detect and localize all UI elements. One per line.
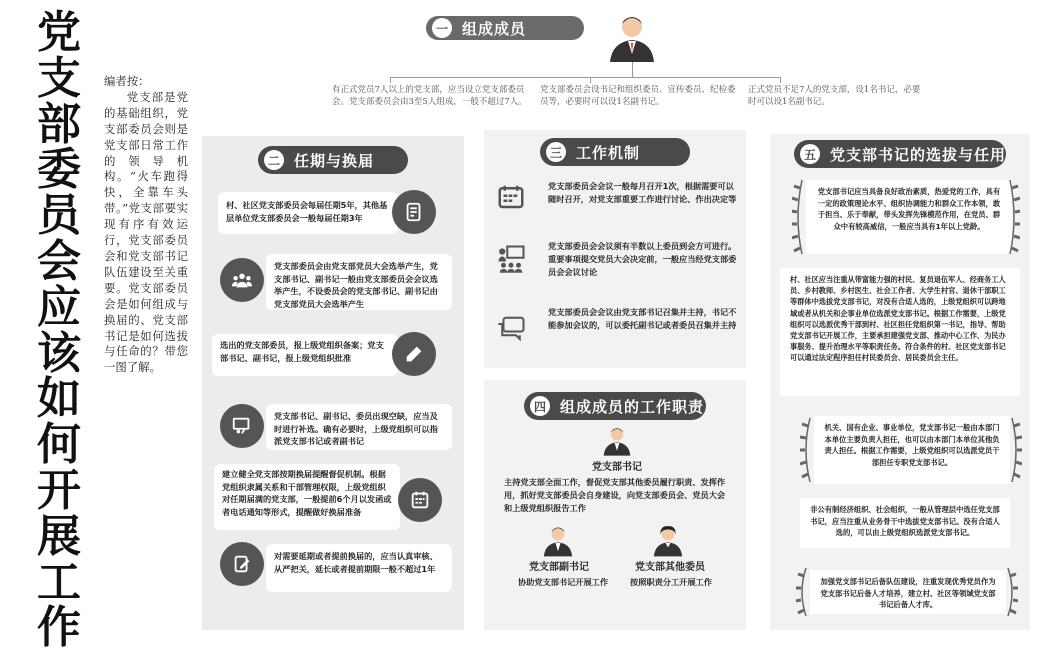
composition-note: 有正式党员7人以上的党支部，应当设立党支部委员会。党支部委员会由3至5人组成，一般不超过7人。 (332, 85, 527, 107)
connector-line (390, 77, 391, 83)
section5-banner (794, 140, 1006, 168)
title-char: 展 (37, 510, 81, 562)
laurel-decoration (796, 566, 808, 618)
deputy-avatar (540, 524, 576, 562)
term-item: 党支部委员会由党支部党员大会选举产生，党支部书记、副书记一般由党支部委员会会议选举产生，不设委员会的党支部书记、副书记由党支部党员大会选举产生 (266, 254, 452, 310)
section1-number: 一 (432, 18, 452, 38)
section3-number: 三 (546, 142, 566, 162)
term-item: 建立健全党支部按期换届提醒督促机制。根据党组织隶属关系和干部管理权限，上级党组织对任期届满的党支部，一般提前6个月以发函或者电话通知等形式，提醒做好换届准备 (214, 464, 400, 530)
title-char: 党 (37, 7, 81, 58)
member-role: 党支部其他委员 (635, 562, 705, 573)
section2-number: 二 (264, 150, 284, 170)
term-item: 选出的党支部委员，报上级党组织备案；党支部书记、副书记，报上级党组织批准 (212, 334, 398, 376)
editor-text: 党支部是党的基础组织，党支部委员会则是党支部日常工作的领导机构。“火车跑得快，全靠车头带。”党支部要实现有序有效运行，党支部委员会和党支部书记队伍建设至关重要。党支部委员会是如何组成与换届的、党支部书记是如何选拔与任命的？带您一图了解。 (104, 89, 188, 375)
title-char: 部 (37, 98, 81, 150)
laurel-decoration (800, 416, 812, 484)
section2-title: 任期与换届 (294, 151, 375, 170)
calendar-icon (496, 182, 526, 212)
presentation-icon (220, 404, 264, 448)
meeting-icon (496, 244, 526, 274)
connector-line (390, 77, 780, 78)
title-char: 会 (37, 235, 81, 287)
title-char: 作 (37, 602, 81, 654)
calendar-icon (398, 478, 442, 522)
title-char: 支 (37, 52, 81, 104)
deputy-role: 党支部副书记 (529, 562, 589, 573)
composition-note: 党支部委员会设书记和组织委员、宣传委员、纪检委员等，必要时可以设1名副书记。 (540, 85, 736, 107)
editor-label: 编者按： (104, 74, 150, 88)
title-char: 委 (37, 144, 81, 196)
secretary-desc: 主持党支部全面工作，督促党支部其他委员履行职责、发挥作用，抓好党支部委员会自身建设，向党支部委员会、党员大会和上级党组织报告工作 (504, 477, 726, 513)
term-item: 村、社区党支部委员会每届任期5年，其他基层单位党支部委员会一般每届任期3年 (218, 192, 398, 234)
selection-item: 机关、国有企业、事业单位，党支部书记一般由本部门本单位主要负责人担任，也可以由本部门本单位其他负责人担任。根据工作需要，上级党组织可以选派党员干部担任专职党支部书记。 (814, 416, 1010, 484)
section1-title: 组成成员 (462, 19, 527, 38)
pen-icon (392, 332, 436, 376)
connector-line (590, 77, 591, 83)
mechanism-item: 党支部委员会会议由党支部书记召集并主持，书记不能参加会议的，可以委托副书记或者委员召集并主持 (548, 307, 737, 330)
title-char: 何 (37, 419, 81, 471)
laurel-decoration (1008, 178, 1020, 256)
section4-banner (524, 392, 706, 420)
connector-line (632, 62, 633, 77)
title-char: 如 (37, 373, 81, 425)
section4-number: 四 (530, 396, 550, 416)
section1-banner (426, 16, 584, 40)
title-char: 该 (37, 327, 81, 379)
chat-icon (496, 314, 526, 344)
secretary-avatar (600, 424, 634, 462)
laurel-decoration (1010, 416, 1022, 484)
title-char: 应 (37, 281, 81, 333)
section5-number: 五 (800, 144, 820, 164)
selection-item: 党支部书记应当具备良好政治素质，热爱党的工作，具有一定的政策理论水平、组织协调能力和群众工作本领，敢于担当、乐于奉献，带头发挥先锋模范作用，在党员、群众中有较高威信，一般应当具有1年以上党龄。 (806, 180, 1012, 254)
laurel-decoration (792, 178, 804, 256)
connector-line (780, 77, 781, 83)
title-char: 工 (37, 556, 81, 608)
secretary-role: 党支部书记 (592, 462, 642, 473)
member-avatar (650, 524, 686, 562)
editor-note (104, 74, 188, 376)
title-char: 员 (37, 190, 81, 242)
selection-item: 加强党支部书记后备队伍建设，注重发现优秀党员作为党支部书记后备人才培养，建立村、社区等领域党支部书记后备人才库。 (810, 570, 1006, 614)
composition-note: 正式党员不足7人的党支部，设1名书记，必要时可以设1名副书记。 (748, 85, 921, 107)
selection-item: 村、社区应当注重从带富能力强的村民、复员退伍军人、经商务工人员、乡村教师、乡村医生、社会工作者、大学生村官、退休干部职工等群体中选拔党支部书记，对没有合适人选的，上级党组织可以跨地域或者从机关和企事业单位选派党支部书记。根据工作需要，上级党组织可以选派优秀干部到村、社区担任党组织第一书记，指导、帮助党支部书记开展工作，主要承担建强党支部、推动中心工作、为民办事服务、提升治理水平等职责任务。符合条件的村、社区党支部书记可以通过法定程序担任村民委员会、居民委员会主任。 (780, 268, 1020, 396)
person-icon (604, 14, 660, 66)
member-desc: 按照职责分工开展工作 (630, 577, 712, 587)
term-item: 党支部书记、副书记、委员出现空缺，应当及时进行补选。确有必要时，上级党组织可以指派党支部书记或者副书记 (266, 404, 452, 450)
mechanism-item: 党支部委员会会议须有半数以上委员到会方可进行。重要事项提交党员大会决定前，一般应当经党支部委员会会议讨论 (548, 241, 737, 277)
term-item: 对需要延期或者提前换届的，应当认真审核、从严把关，延长或者提前期限一般不超过1年 (266, 544, 452, 592)
main-title (18, 7, 100, 654)
group-icon (220, 258, 264, 302)
document-icon (392, 190, 436, 234)
section5-title: 党支部书记的选拔与任用 (830, 145, 1007, 164)
section2-banner (258, 146, 408, 174)
edit-note-icon (220, 542, 264, 586)
title-char: 开 (37, 464, 81, 516)
section3-title: 工作机制 (576, 143, 641, 162)
laurel-decoration (1006, 566, 1018, 618)
mechanism-item: 党支部委员会会议一般每月召开1次，根据需要可以随时召开，对党支部重要工作进行讨论、作出决定等 (548, 181, 737, 204)
section4-title: 组成成员的工作职责 (560, 397, 705, 416)
selection-item: 非公有制经济组织、社会组织，一般从管理层中选任党支部书记，应当注重从业务骨干中选拔党支部书记。没有合适人选的，可以由上级党组织选派党支部书记。 (800, 498, 1010, 548)
deputy-desc: 协助党支部书记开展工作 (517, 577, 609, 587)
section3-banner (540, 138, 690, 166)
